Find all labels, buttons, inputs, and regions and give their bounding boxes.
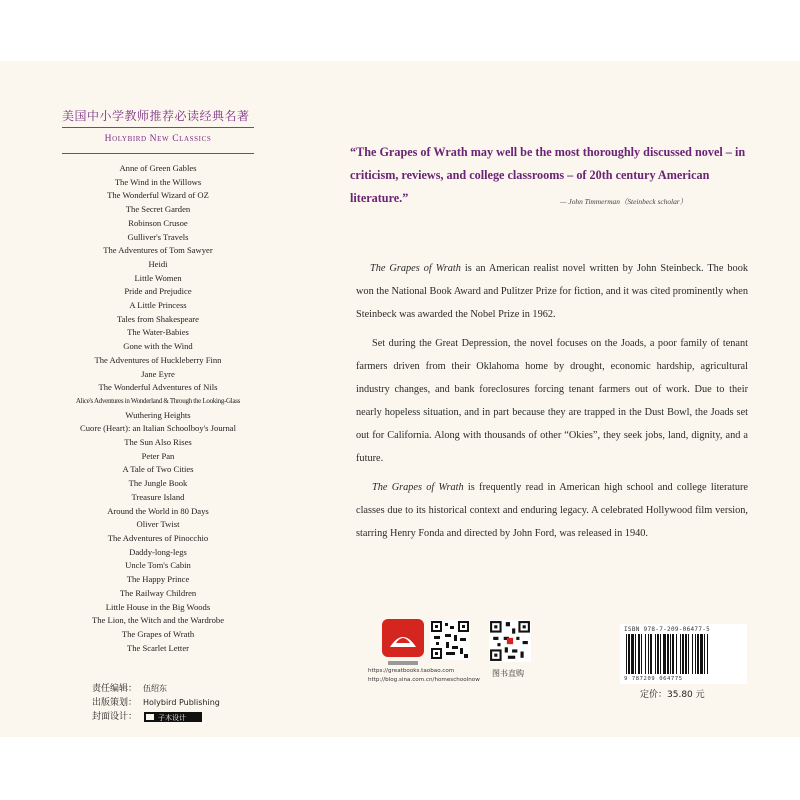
barcode-bar	[685, 634, 687, 674]
barcode-bar	[631, 634, 634, 674]
series-title-english: Holybird New Classics	[104, 134, 212, 144]
promo-urls	[368, 667, 480, 685]
barcode-bar	[660, 634, 661, 674]
series-title-chinese: 美国中小学教师推荐必读经典名著	[62, 109, 250, 123]
book-title-item: The Wind in the Willows	[114, 176, 202, 187]
book-title-item: A Little Princess	[129, 300, 187, 311]
pull-quote: “The Grapes of Wrath may well be the most thoroughly discussed novel – in criticism, reviews, and college classrooms – of 20th century American literature.”	[350, 145, 746, 205]
barcode-bar	[667, 634, 669, 674]
book-title-item: Pride and Prejudice	[124, 286, 192, 297]
book-title-item: Uncle Tom's Cabin	[125, 560, 191, 571]
credit-designer-label: 封面设计：	[92, 712, 138, 722]
designer-name: 子木设计	[157, 713, 186, 722]
book-title-item: Little Women	[134, 272, 182, 283]
credit-designer	[92, 710, 220, 724]
description-text-1: is an American realist novel written by John Steinbeck. The book won the National Book Award and Pulitzer Prize for fiction, and it was cited prominently when Steinbeck was awarded the Nobel Prize in 1962.	[356, 263, 748, 320]
barcode-bar	[655, 634, 656, 674]
barcode-bar	[697, 634, 699, 674]
credit-producer	[92, 696, 220, 710]
barcode-bar	[688, 634, 689, 674]
barcode-bar	[645, 634, 646, 674]
book-title-item: Robinson Crusoe	[128, 217, 188, 228]
book-title-item: Around the World in 80 Days	[107, 505, 209, 516]
credit-editor	[92, 682, 220, 696]
qr-code-icon	[430, 620, 470, 660]
book-title-item: Wuthering Heights	[125, 409, 191, 420]
credit-editor-label: 责任编辑：	[92, 684, 138, 694]
description-book-title: The Grapes of Wrath	[370, 263, 461, 274]
isbn-number-top: ISBN 978-7-209-06477-5	[624, 626, 711, 633]
barcode-bar	[692, 634, 693, 674]
designer-logo-icon	[144, 712, 202, 722]
barcode-bar	[670, 634, 671, 674]
book-title-item: Peter Pan	[141, 450, 175, 461]
barcode-bar	[657, 634, 659, 674]
barcode-bar	[641, 634, 642, 674]
book-title-item: The Jungle Book	[128, 478, 188, 489]
barcode-bar	[648, 634, 649, 674]
purchase-qr-code-icon	[489, 620, 531, 662]
book-title-item: The Happy Prince	[126, 574, 190, 585]
barcode-bar	[680, 634, 681, 674]
credit-producer-name: Holybird Publishing	[143, 698, 220, 707]
barcode-bar	[695, 634, 696, 674]
book-title-item: The Adventures of Huckleberry Finn	[94, 354, 222, 365]
series-divider-top	[62, 127, 254, 128]
book-title-item: The Secret Garden	[125, 204, 191, 215]
barcode-bar	[635, 634, 636, 674]
book-title-item: Treasure Island	[131, 491, 185, 502]
credit-editor-name: 伍绍东	[143, 684, 168, 693]
book-title-item: A Tale of Two Cities	[122, 464, 194, 475]
book-title-item: The Lion, the Witch and the Wardrobe	[91, 615, 225, 626]
book-title-item: Alice's Adventures in Wonderland & Through the Looking-Glass	[75, 396, 241, 405]
barcode-bar	[707, 634, 708, 674]
qr-code-label: 图书直购	[492, 669, 524, 678]
description-text-3: is frequently read in American high school and college literature classes due to its historical context and enduring legacy. A celebrated Hollywood film version, starring Henry Fonda and directed by John Ford, was released in 1940.	[356, 482, 749, 539]
credits	[92, 682, 220, 724]
series-divider-bottom	[62, 153, 254, 154]
book-title-list	[62, 162, 254, 655]
book-title-item: The Wonderful Wizard of OZ	[107, 190, 209, 201]
blog-url-link[interactable]: http://blog.sina.com.cn/homeschoolnow	[368, 677, 480, 683]
book-title-item: Heidi	[148, 258, 168, 269]
book-title-item: Cuore (Heart): an Italian Schoolboy's Journal	[80, 423, 236, 434]
isbn-number-bottom: 9 787209 064775	[624, 676, 683, 682]
book-title-item: The Scarlet Letter	[126, 642, 190, 653]
book-title-item: Anne of Green Gables	[119, 163, 197, 173]
barcode-bar	[676, 634, 677, 674]
barcode-bar	[682, 634, 684, 674]
publisher-logo-icon	[382, 619, 424, 669]
barcode-bar	[638, 634, 640, 674]
book-title-item: Oliver Twist	[136, 519, 180, 530]
description-paragraph-2: Set during the Great Depression, the novel focuses on the Joads, a poor family of tenant farmers driven from their Oklahoma home by drought, economic hardship, agricultural industry changes, and bank foreclosures forcing tenant farmers out of work. Due to their nearly hopeless situation, and in part because they are trapped in the Dust Bowl, the Joads set out for California. Along with thousands of other “Okies”, they seek jobs, land, dignity, and a future.	[356, 338, 748, 464]
description-paragraph-1	[356, 257, 748, 326]
book-title-item: The Water-Babies	[127, 327, 189, 338]
price-label: 定价：35.80 元	[640, 690, 705, 700]
book-description	[356, 257, 748, 551]
barcode-bar	[663, 634, 666, 674]
book-title-item: The Adventures of Pinocchio	[107, 532, 209, 543]
book-title-item: The Grapes of Wrath	[121, 628, 195, 639]
book-title-item: The Railway Children	[119, 587, 197, 598]
quote-attribution: — John Timmerman（Steinbeck scholar）	[560, 197, 688, 206]
book-title-item: The Adventures of Tom Sawyer	[103, 245, 213, 256]
book-title-item: Jane Eyre	[141, 368, 175, 379]
book-title-item: Daddy-long-legs	[129, 546, 187, 557]
barcode-bar	[626, 634, 627, 674]
description-book-title: The Grapes of Wrath	[372, 482, 464, 493]
book-title-item: The Sun Also Rises	[124, 437, 192, 448]
barcode-bar	[704, 634, 705, 674]
barcode-bar	[700, 634, 703, 674]
barcode-bar	[650, 634, 652, 674]
description-paragraph-3	[356, 476, 748, 545]
book-title-item: The Wonderful Adventures of Nils	[98, 382, 218, 393]
book-title-item: Gulliver's Travels	[127, 231, 189, 242]
barcode-bar	[672, 634, 674, 674]
credit-producer-label: 出版策划：	[92, 698, 138, 708]
book-title-item: Little House in the Big Woods	[105, 601, 211, 612]
book-title-item: Gone with the Wind	[123, 341, 193, 352]
barcode-icon	[624, 634, 744, 676]
taobao-url-link[interactable]: https://greatbooks.taobao.com	[368, 668, 455, 674]
barcode-bar	[628, 634, 630, 674]
book-title-item: Tales from Shakespeare	[117, 313, 199, 324]
